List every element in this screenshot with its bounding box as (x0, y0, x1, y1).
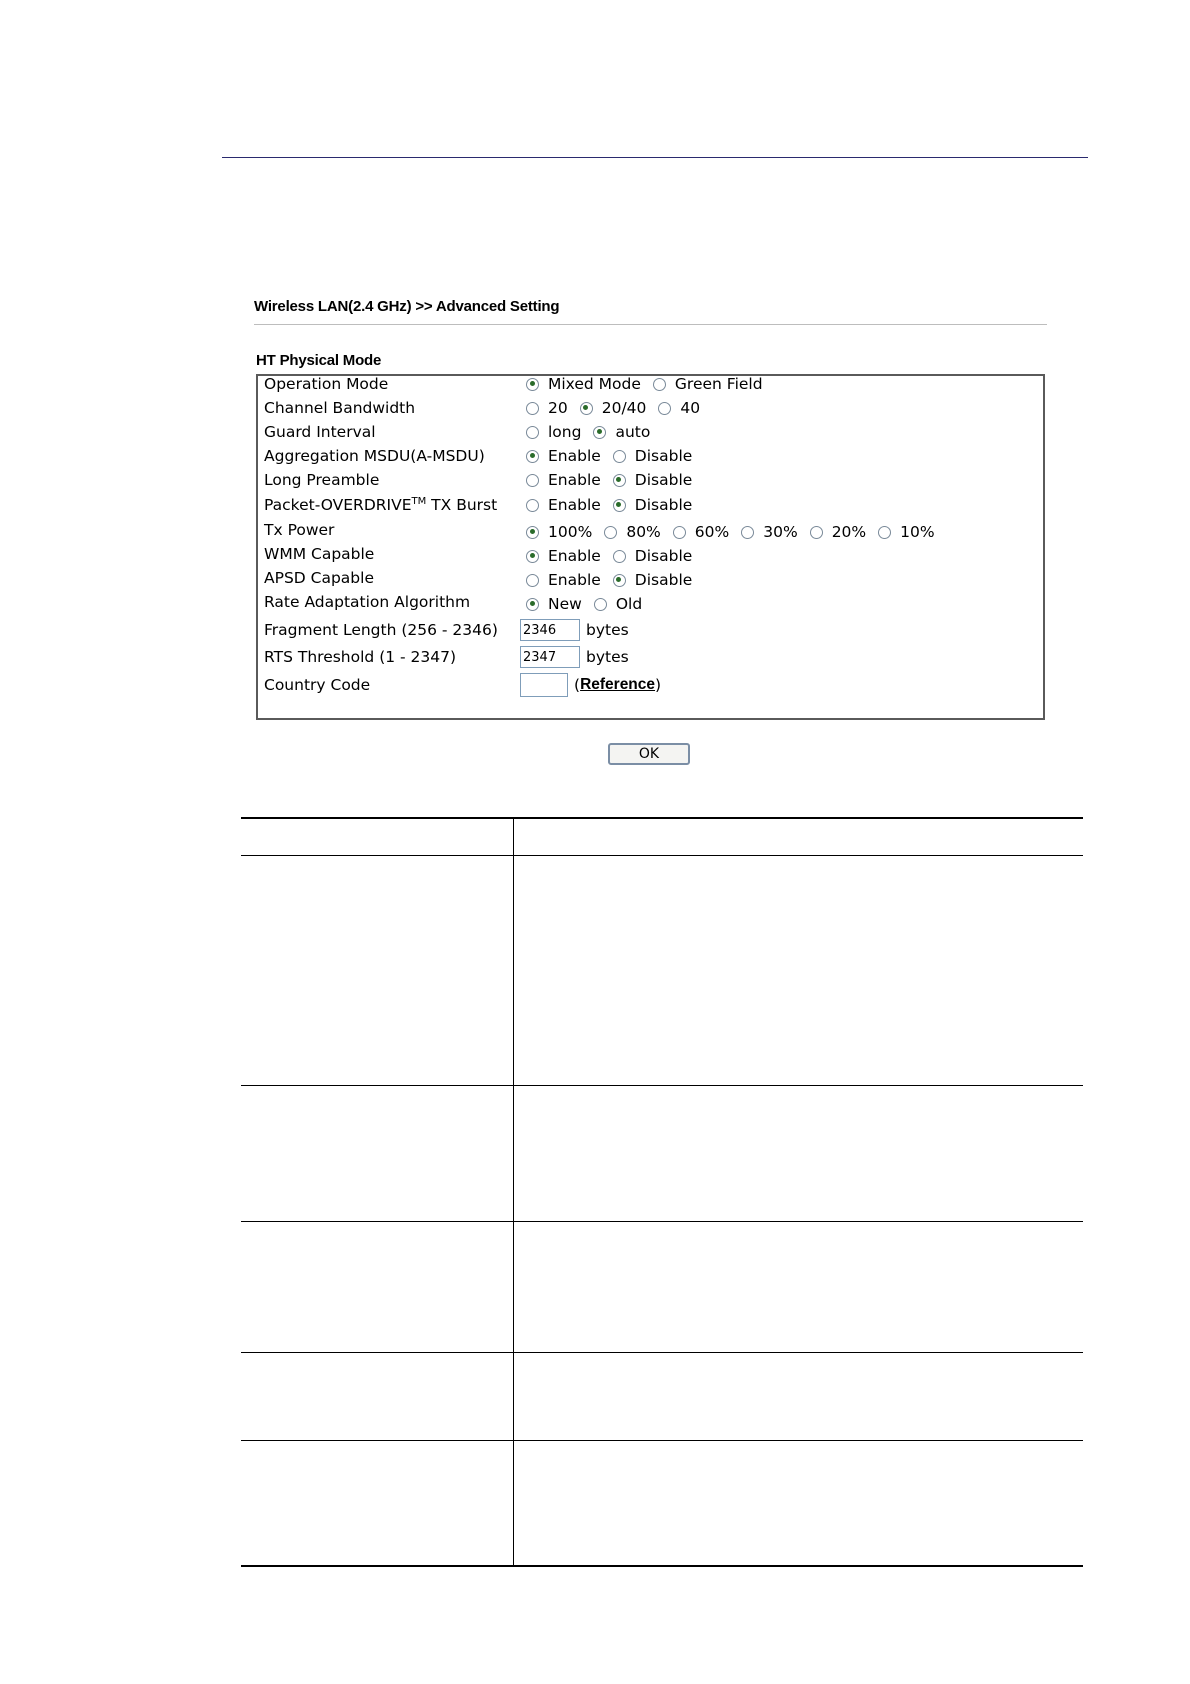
option-label: Disable (634, 571, 693, 589)
rts-threshold-input[interactable] (520, 646, 580, 668)
radio-unchecked-icon[interactable] (658, 402, 671, 415)
ok-button[interactable]: OK (608, 743, 690, 765)
radio-bw-20[interactable] (526, 399, 568, 417)
radio-unchecked-icon[interactable] (526, 574, 539, 587)
radio-unchecked-icon[interactable] (613, 550, 626, 563)
radio-txpower-60[interactable] (673, 523, 729, 541)
radio-checked-icon[interactable] (526, 450, 539, 463)
radio-txpower-20[interactable] (810, 523, 866, 541)
option-label: Disable (634, 471, 693, 489)
option-label: New (548, 595, 582, 613)
radio-unchecked-icon[interactable] (526, 499, 539, 512)
radio-preamble-enable[interactable] (526, 471, 601, 489)
fragment-length-input[interactable] (520, 619, 580, 641)
option-label: 30% (763, 523, 798, 541)
option-label: 100% (548, 523, 593, 541)
setting-label: APSD Capable (264, 569, 374, 587)
radio-rate-new[interactable] (526, 595, 582, 613)
radio-txpower-10[interactable] (878, 523, 934, 541)
unit-label: bytes (586, 648, 629, 666)
radio-unchecked-icon[interactable] (604, 526, 617, 539)
radio-checked-icon[interactable] (613, 474, 626, 487)
reference-link[interactable]: Reference (580, 676, 656, 693)
section-title: HT Physical Mode (256, 352, 382, 369)
country-code-input[interactable] (520, 673, 568, 697)
table-top-border (241, 817, 1083, 819)
radio-unchecked-icon[interactable] (526, 402, 539, 415)
paren-open: ( (574, 676, 581, 694)
label-main: Packet-OVERDRIVE (264, 496, 412, 515)
radio-unchecked-icon[interactable] (810, 526, 823, 539)
option-label: auto (615, 423, 651, 441)
radio-checked-icon[interactable] (526, 378, 539, 391)
radio-txpower-100[interactable] (526, 523, 592, 541)
option-label: 40 (680, 399, 701, 417)
table-column-divider (513, 818, 514, 1566)
setting-label (264, 496, 497, 514)
unit-label: bytes (586, 621, 629, 639)
option-label: Enable (548, 571, 601, 589)
setting-label: Operation Mode (264, 375, 389, 393)
option-label: 20/40 (601, 399, 647, 417)
radio-unchecked-icon[interactable] (594, 598, 607, 611)
option-label: Old (615, 595, 643, 613)
table-row-divider (241, 1085, 1083, 1086)
trademark-sup: TM (411, 496, 427, 507)
radio-mixed-mode[interactable] (526, 375, 641, 393)
setting-label: Tx Power (264, 521, 335, 539)
radio-bw-40[interactable] (658, 399, 700, 417)
radio-checked-icon[interactable] (613, 574, 626, 587)
setting-label: Rate Adaptation Algorithm (264, 593, 471, 611)
radio-unchecked-icon[interactable] (653, 378, 666, 391)
label-suffix: TX Burst (426, 496, 498, 515)
setting-label: Channel Bandwidth (264, 399, 416, 417)
option-label: Enable (548, 496, 601, 514)
radio-apsd-disable[interactable] (613, 571, 693, 589)
table-row-divider (241, 1440, 1083, 1441)
radio-wmm-enable[interactable] (526, 547, 601, 565)
option-label: 20% (831, 523, 867, 541)
option-label: 10% (900, 523, 935, 541)
option-label: Enable (548, 547, 601, 565)
radio-unchecked-icon[interactable] (741, 526, 754, 539)
option-label: Disable (634, 447, 693, 465)
radio-checked-icon[interactable] (580, 402, 593, 415)
page-title: Wireless LAN(2.4 GHz) >> Advanced Setting (254, 298, 560, 315)
setting-label: Country Code (264, 676, 371, 694)
setting-label: RTS Threshold (1 - 2347) (264, 648, 457, 666)
option-label: Disable (634, 496, 693, 514)
option-label: Enable (548, 471, 601, 489)
radio-amsdu-enable[interactable] (526, 447, 601, 465)
radio-checked-icon[interactable] (526, 598, 539, 611)
option-label: Green Field (674, 375, 763, 393)
option-label: 80% (626, 523, 661, 541)
radio-bw-20-40[interactable] (580, 399, 647, 417)
radio-amsdu-disable[interactable] (613, 447, 693, 465)
radio-txpower-80[interactable] (604, 523, 660, 541)
table-row-divider (241, 1352, 1083, 1353)
radio-apsd-enable[interactable] (526, 571, 601, 589)
setting-label: Aggregation MSDU(A-MSDU) (264, 447, 485, 465)
option-label: long (548, 423, 582, 441)
option-label: 20 (548, 399, 568, 417)
radio-green-field[interactable] (653, 375, 763, 393)
radio-txburst-enable[interactable] (526, 496, 601, 514)
radio-gi-auto[interactable] (593, 423, 650, 441)
radio-txpower-30[interactable] (741, 523, 797, 541)
option-label: Enable (548, 447, 601, 465)
paren-close: ) (655, 676, 662, 694)
setting-label: Fragment Length (256 - 2346) (264, 621, 498, 639)
option-label: 60% (694, 523, 730, 541)
option-label: Disable (634, 547, 693, 565)
radio-checked-icon[interactable] (526, 550, 539, 563)
radio-gi-long[interactable] (526, 423, 581, 441)
table-bottom-border (241, 1565, 1083, 1567)
radio-checked-icon[interactable] (593, 426, 606, 439)
radio-rate-old[interactable] (594, 595, 642, 613)
table-row-divider (241, 1221, 1083, 1222)
page-header-rule (222, 157, 1088, 158)
radio-unchecked-icon[interactable] (613, 450, 626, 463)
title-divider (254, 324, 1047, 325)
radio-unchecked-icon[interactable] (526, 426, 539, 439)
setting-label: Long Preamble (264, 471, 380, 489)
radio-checked-icon[interactable] (613, 499, 626, 512)
radio-checked-icon[interactable] (526, 526, 539, 539)
radio-preamble-disable[interactable] (613, 471, 693, 489)
radio-unchecked-icon[interactable] (526, 474, 539, 487)
setting-label: Guard Interval (264, 423, 376, 441)
radio-unchecked-icon[interactable] (673, 526, 686, 539)
option-label: Mixed Mode (548, 375, 641, 393)
radio-wmm-disable[interactable] (613, 547, 693, 565)
radio-txburst-disable[interactable] (613, 496, 693, 514)
radio-unchecked-icon[interactable] (878, 526, 891, 539)
setting-label: WMM Capable (264, 545, 375, 563)
table-header-divider (241, 855, 1083, 856)
